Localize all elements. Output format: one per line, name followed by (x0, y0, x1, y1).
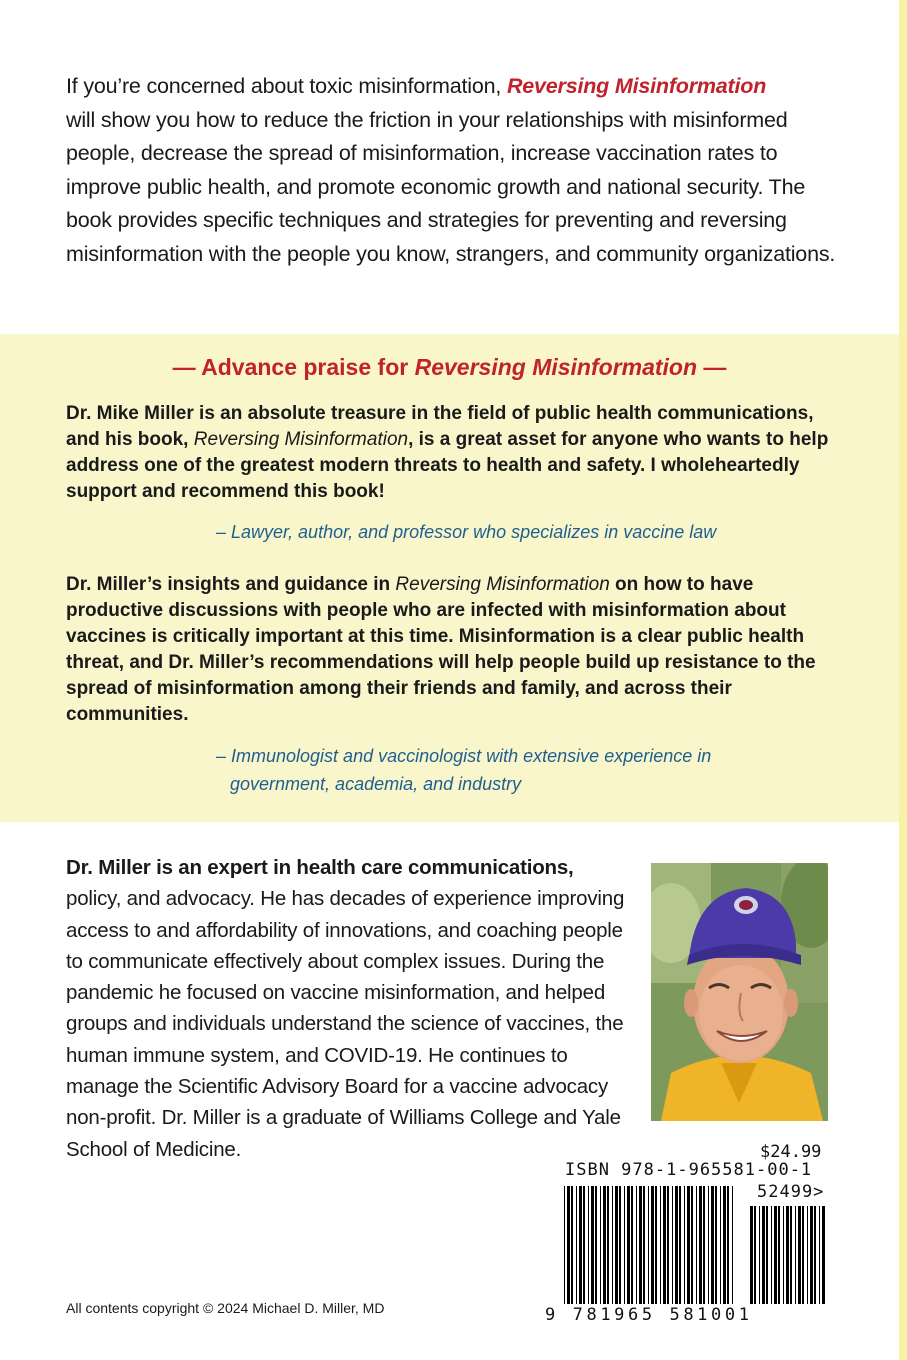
author-photo (651, 863, 828, 1121)
barcode-bar (660, 1186, 661, 1304)
praise-heading-title: Reversing Misinformation (414, 354, 698, 380)
barcode-bar (595, 1186, 597, 1304)
barcode-bar (607, 1186, 609, 1304)
barcode-bar (639, 1186, 642, 1304)
barcode-bar (771, 1206, 772, 1304)
barcode-bar (675, 1186, 678, 1304)
barcode-bar (684, 1186, 685, 1304)
praise-heading (0, 354, 899, 381)
barcode-bar (696, 1186, 697, 1304)
quote-2-text-a: Dr. Miller’s insights and guidance in (66, 574, 396, 595)
intro-book-title: Reversing Misinformation (506, 74, 767, 98)
barcode-bar (627, 1186, 630, 1304)
intro-text-rest: will show you how to reduce the friction in your relationships with misinformed people, decrease the spread of misinformation, increase vaccination rates to improve public health, and promote economic growth and national security. The book provides specific techniques and strategies for preventing and reversing misinformation with the people you know, strangers, and community organizations. (66, 107, 836, 266)
barcode-bar (723, 1186, 726, 1304)
author-bio (66, 852, 626, 1165)
barcode-bar (576, 1186, 577, 1304)
barcode-bar (619, 1186, 621, 1304)
intro-paragraph (66, 70, 846, 271)
barcode-bar (672, 1186, 673, 1304)
barcode-bar (778, 1206, 780, 1304)
praise-attribution-1: – Lawyer, author, and professor who specializes in vaccine law (216, 522, 717, 542)
intro-text-start: If you’re concerned about toxic misinformation, (66, 74, 507, 98)
barcode-bar (603, 1186, 606, 1304)
barcode-bar (624, 1186, 625, 1304)
barcode-bars (560, 1184, 832, 1314)
quote-2-book-title: Reversing Misinformation (395, 574, 610, 595)
price-label: $24.99 (760, 1142, 822, 1162)
barcode-bar (715, 1186, 717, 1304)
quote-2-text-b: on how to have productive discussions with people who are infected with misinformation about vaccines is critically important at this time. Misinformation is a clear public health threat, and Dr. Miller’s recommendations will help people build up resistance to the spread of misinformation among their friends and family, and across their communities. (66, 574, 816, 725)
barcode-bar (711, 1186, 714, 1304)
praise-quote-2 (66, 572, 836, 728)
barcode-bar (631, 1186, 633, 1304)
barcode-bar (567, 1186, 570, 1304)
barcode-bar (720, 1186, 721, 1304)
barcode-bar (655, 1186, 657, 1304)
barcode-bar (759, 1206, 760, 1304)
barcode-bar (727, 1186, 729, 1304)
quote-1-book-title: Reversing Misinformation (193, 429, 409, 450)
barcode-bar (822, 1206, 825, 1304)
barcode-bar (663, 1186, 666, 1304)
praise-quote-1 (66, 401, 836, 505)
barcode-bar (651, 1186, 654, 1304)
barcode-bar (807, 1206, 808, 1304)
barcode-bar (667, 1186, 669, 1304)
barcode-bar (571, 1186, 573, 1304)
barcode-bar (754, 1206, 756, 1304)
barcode-bar (591, 1186, 594, 1304)
barcode-bar (798, 1206, 801, 1304)
copyright-notice: All contents copyright © 2024 Michael D. Miller, MD (66, 1300, 385, 1316)
barcode-bar (679, 1186, 681, 1304)
barcode-bar (786, 1206, 789, 1304)
barcode-bar (691, 1186, 693, 1304)
attribution-2-line-2: government, academia, and industry (230, 774, 522, 794)
barcode-bar (583, 1186, 585, 1304)
barcode-bar (699, 1186, 702, 1304)
quote-1-text-b: , is a great asset for anyone who wants to help address one of the greatest modern threats to health and safety. I wholeheartedly support and recommend this book! (66, 429, 829, 502)
barcode-bar (732, 1186, 733, 1304)
barcode-bar (708, 1186, 709, 1304)
barcode-bar (687, 1186, 690, 1304)
barcode-bar (774, 1206, 777, 1304)
author-portrait-illustration (651, 863, 828, 1121)
barcode-bar (648, 1186, 649, 1304)
ean-digits: 9 781965 581001 (545, 1305, 753, 1325)
barcode-bar (802, 1206, 804, 1304)
barcode-bar (579, 1186, 582, 1304)
attribution-2-line-1: – Immunologist and vaccinologist with extensive experience in (216, 746, 712, 766)
barcode-bar (810, 1206, 813, 1304)
barcode-bar (703, 1186, 705, 1304)
barcode-bar (819, 1206, 820, 1304)
barcode-bar (750, 1206, 753, 1304)
quote-1-text-a: Dr. Mike Miller is an absolute treasure in the field of public health communications, and his book, (66, 403, 814, 450)
barcode-bar (766, 1206, 768, 1304)
barcode-bar (762, 1206, 765, 1304)
barcode-bar (795, 1206, 796, 1304)
praise-heading-post: — (697, 354, 727, 380)
barcode-bar (564, 1186, 565, 1304)
barcode-bar (783, 1206, 784, 1304)
praise-section (0, 334, 899, 822)
bio-lead: Dr. Miller is an expert in health care communications, (66, 856, 574, 879)
barcode-bar (615, 1186, 618, 1304)
barcode-supplement: 52499> (757, 1182, 825, 1202)
bio-body: policy, and advocacy. He has decades of experience improving access to and affordability of innovations, and coaching people to communicate effectively about complex issues. During the pandemic he focused on vaccine misinformation, and helped groups and individuals understand the science of vaccines, the human immune system, and COVID-19. He continues to manage the Scientific Advisory Board for a vaccine advocacy non-profit. Dr. Miller is a graduate of Williams College and Yale School of Medicine. (66, 887, 625, 1161)
barcode-bar (643, 1186, 645, 1304)
praise-heading-pre: — Advance praise for (172, 354, 415, 380)
cover-edge-strip (899, 0, 907, 1360)
barcode-bar (600, 1186, 601, 1304)
praise-attribution-2 (216, 742, 816, 798)
barcode-bar (636, 1186, 637, 1304)
barcode-bar (588, 1186, 589, 1304)
barcode-bar (814, 1206, 816, 1304)
barcode-bar (790, 1206, 792, 1304)
isbn-label: ISBN 978-1-965581-00-1 (565, 1160, 813, 1180)
barcode-bar (612, 1186, 613, 1304)
